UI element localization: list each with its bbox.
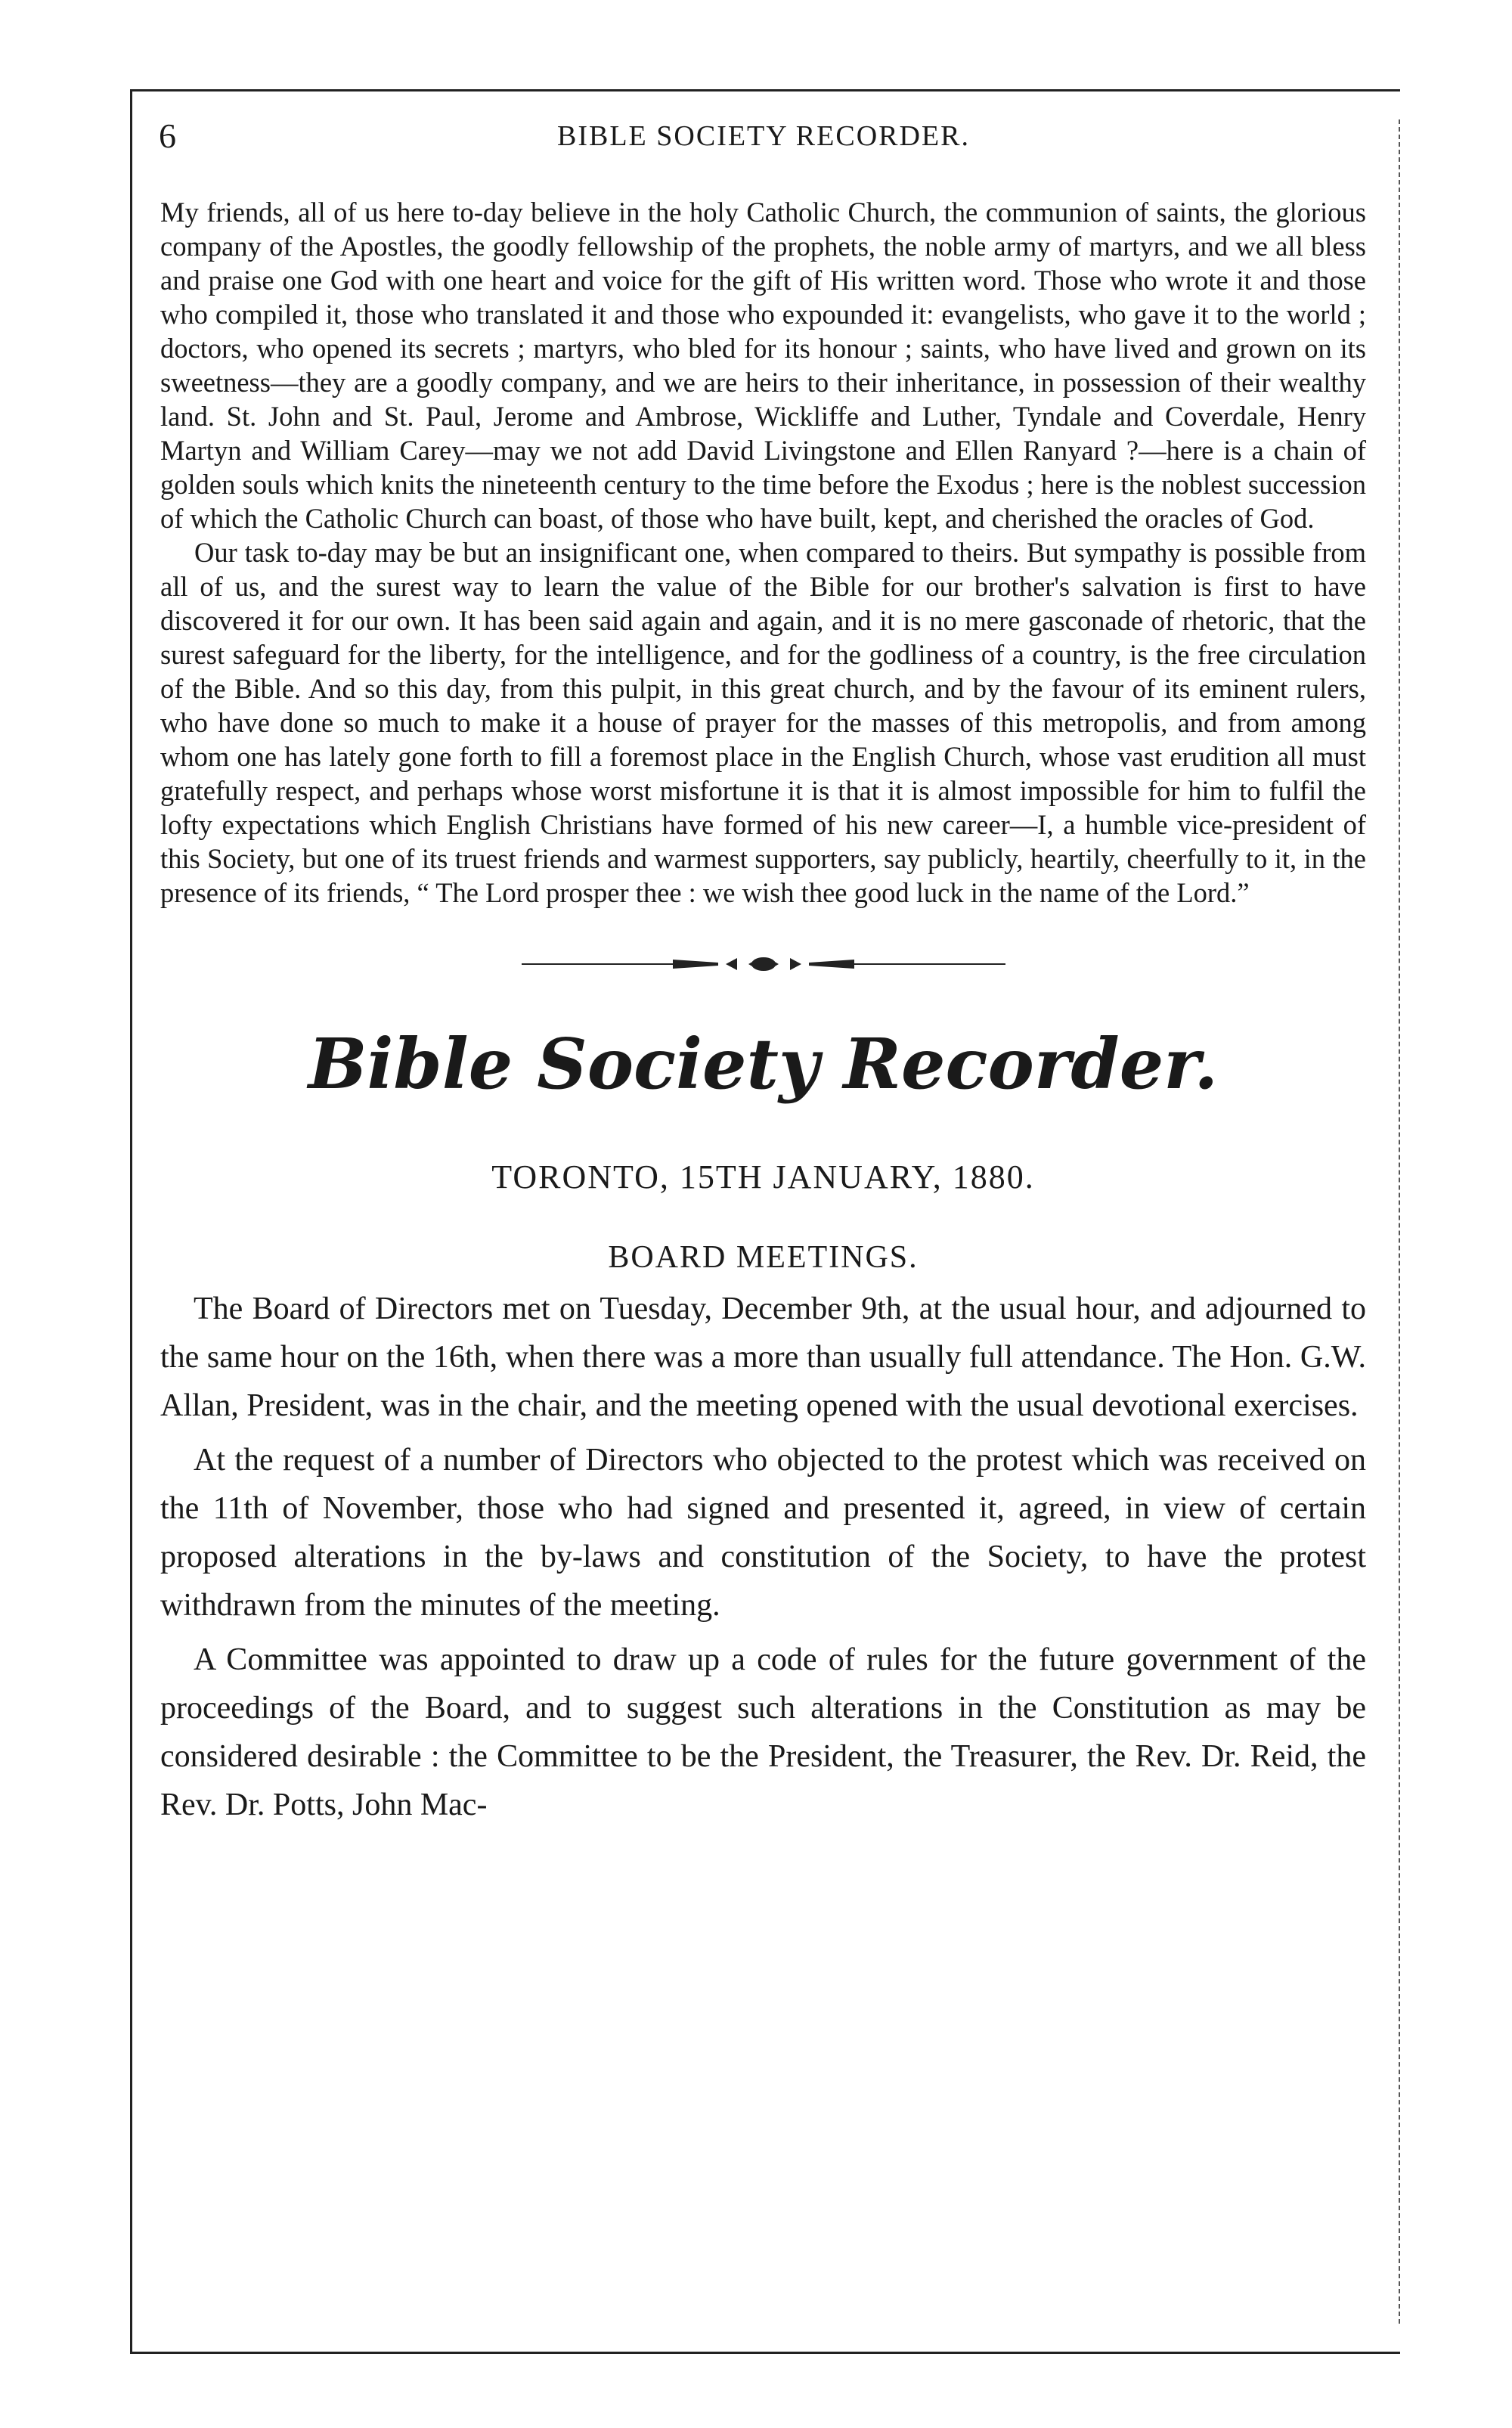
article-paragraph: The Board of Directors met on Tuesday, December 9th, at the usual hour, and adjourned to the same hour on the 16th, when there was a more than usually full attendance. The Hon. G.W. Allan, President, was in the chair, and the meeting opened with the usual devotional exercises. bbox=[160, 1292, 1366, 1423]
ornamental-divider-icon bbox=[522, 949, 1005, 979]
frame-top-rule bbox=[130, 89, 1400, 91]
sermon-paragraph: Our task to-day may be but an insignificant one, when compared to theirs. But sympathy is possible from all of us, and the surest way to learn the value of the Bible for our brother's salvation is first to have discovered it for our own. It has been said again and again, and it is no mere gasconade of rhetoric, that the surest safeguard for the liberty, for the intelligence, and for the godliness of a country, is the free circulation of the Bible. And so this day, from this pulpit, in this great church, and by the favour of its eminent rulers, who have done so much to make it a house of prayer for the masses of this metropolis, and from among whom one has lately gone forth to fill a foremost place in the English Church, whose vast erudition all must gratefully respect, and perhaps whose worst misfortune it is that it is almost impossible for him to fulfil the lofty expectations which English Christians have formed of his new career—I, a humble vice-president of this Society, but one of its truest friends and warmest supporters, say publicly, heartily, cheerfully to it, in the presence of its friends, “ The Lord prosper thee : we wish thee good luck in the name of the Lord.” bbox=[160, 537, 1366, 908]
sermon-paragraph: My friends, all of us here to-day believe in the holy Catholic Church, the communion of saints, the glorious company of the Apostles, the goodly fellowship of the prophets, the noble army of martyrs, and we all bless and praise one God with one heart and voice for the gift of His written word. Those who wrote it and those who compiled it, those who translated it and those who expounded it: evangelists, who gave it to the world ; doctors, who opened its secrets ; martyrs, who bled for its honour ; saints, who have lived and grown on its sweetness—they are a goodly company, and we are heirs to their inheritance, in possession of their wealthy land. St. John and St. Paul, Jerome and Ambrose, Wickliffe and Luther, Tyndale and Coverdale, Henry Martyn and William Carey—may we not add David Livingstone and Ellen Ranyard ?—here is a chain of golden souls which knits the nineteenth century to the time before the Exodus ; here is the noblest succession of which the Catholic Church can boast, of those who have built, kept, and cherished the oracles of God. bbox=[160, 197, 1366, 534]
frame-left-rule bbox=[130, 89, 132, 2354]
article-text bbox=[160, 1285, 1366, 1829]
masthead-title: Bible Society Recorder. bbox=[308, 1023, 1219, 1105]
running-title: BIBLE SOCIETY RECORDER. bbox=[557, 120, 970, 152]
sermon-text bbox=[160, 195, 1366, 910]
dateline: TORONTO, 15TH JANUARY, 1880. bbox=[491, 1158, 1035, 1195]
article-paragraph: At the request of a number of Directors who objected to the protest which was received on the 11th of November, those who had signed and presented it, agreed, in view of certain proposed alterations in the by-laws and constitution of the Society, to have the protest withdrawn from the minutes of the meeting. bbox=[160, 1443, 1366, 1623]
section-heading: BOARD MEETINGS. bbox=[608, 1240, 919, 1275]
frame-right-rule bbox=[1399, 119, 1400, 2324]
article-paragraph: A Committee was appointed to draw up a code of rules for the future government of the proceedings of the Board, and to suggest such alterations in the Constitution as may be considered desirable : the Committee to be the President, the Treasurer, the Rev. Dr. Reid, the Rev. Dr. Potts, John Mac- bbox=[160, 1642, 1366, 1822]
frame-bottom-rule bbox=[130, 2352, 1400, 2354]
page-content bbox=[160, 195, 1366, 1835]
page-header bbox=[159, 113, 1368, 166]
ornamental-divider bbox=[522, 949, 1005, 979]
page-number: 6 bbox=[159, 116, 176, 155]
